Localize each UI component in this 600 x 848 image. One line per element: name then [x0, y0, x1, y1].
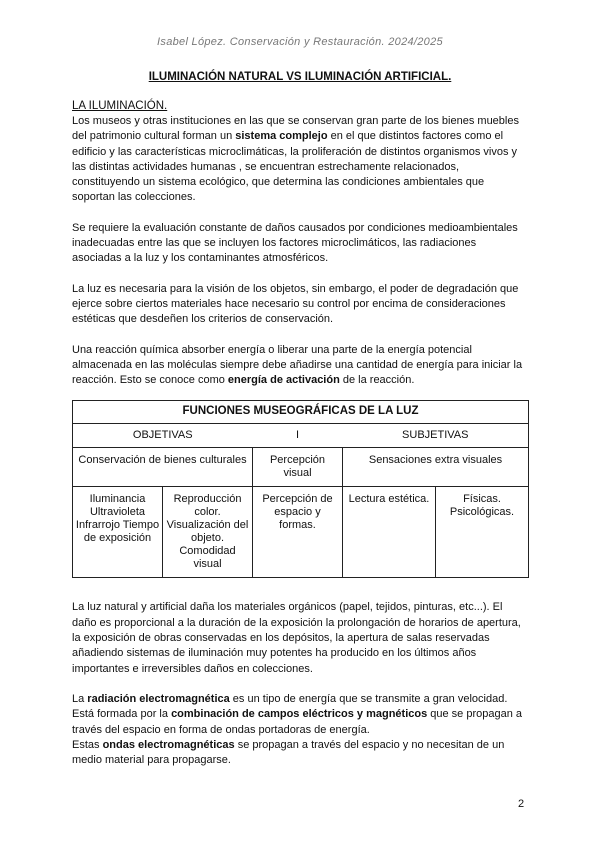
paragraph-6 [72, 692, 528, 738]
paragraph-1-bold: sistema complejo [235, 130, 328, 143]
table-cell-fisicas: Físicas. Psicológicas. [436, 487, 529, 578]
paragraph-7-text-a: Estas [72, 738, 103, 751]
paragraph-7-text-c: se propagan a través del espacio y no necesitan de un medio material para propagarse. [72, 738, 505, 767]
paragraph-4-bold: energía de activación [227, 374, 340, 387]
paragraph-4-text-a: Una reacción química absorber energía o liberar una parte de la energía potencial almacenada en las moléculas siempre debe añadirse una cantidad de energía para iniciar la reacción. Esto se conoce como [72, 343, 523, 387]
paragraph-4-text-c: de la reacción. [339, 374, 415, 387]
paragraph-2: Se requiere la evaluación constante de daños causados por condiciones medioambientales inadecuadas entre las que se incluyen los factores microclimáticos, las radiaciones asociadas a la luz y los contaminantes atmosféricos. [72, 221, 518, 265]
table-title: FUNCIONES MUSEOGRÁFICAS DE LA LUZ [73, 401, 529, 424]
table-cell-sensaciones: Sensaciones extra visuales [343, 448, 529, 487]
page-number: 2 [518, 798, 525, 810]
section-heading: LA ILUMINACIÓN. [72, 100, 168, 112]
table-header-subjetivas: SUBJETIVAS [343, 424, 529, 448]
document-body [72, 98, 528, 768]
paragraph-1-text-a: Los museos y otras instituciones en las que se conservan gran parte de los bienes muebles del patrimonio cultural forman un [72, 115, 519, 143]
paragraph-1 [72, 114, 528, 206]
table-cell-lectura: Lectura estética. [343, 487, 436, 578]
paragraph-6-text-c: es un tipo de energía que se transmite a gran velocidad. Está formada por la [72, 692, 508, 721]
museographic-functions-table [72, 400, 529, 578]
paragraph-6-bold-1: radiación electromagnética [87, 692, 230, 705]
table-cell-percepcion-visual: Percepción visual [253, 448, 343, 487]
paragraph-3: La luz es necesaria para la visión de los objetos, sin embargo, el poder de degradación que ejerce sobre ciertos materiales hace necesario su control por encima de consideraciones estéticas que desdeñen los criterios de conservación. [72, 282, 519, 326]
paragraph-1-text-c: en el que distintos factores como el edificio y las características microclimáticas, la proliferación de distintos organismos vivos y las distintas actividades humanas , se encuentran estrechamente relacionados, constituyendo un sistema ecológico, que determina las condiciones ambientales que soportan las colecciones. [72, 130, 518, 204]
paragraph-6-text-e: que se propagan a través del espacio en forma de ondas portadoras de energía. [72, 708, 523, 736]
page-header: Isabel López. Conservación y Restauración. 2024/2025 [157, 36, 443, 48]
table-cell-percepcion-espacio: Percepción de espacio y formas. [253, 487, 343, 578]
paragraph-7-bold: ondas electromagnéticas [102, 738, 235, 751]
paragraph-7 [72, 738, 528, 769]
paragraph-5: La luz natural y artificial daña los materiales orgánicos (papel, tejidos, pinturas, etc...). El daño es proporcional a la duración de la exposición la prolongación de horarios de apertura, la exposición de obras conservadas en los depósitos, la apertura de salas reservadas añadiendo sistemas de iluminación muy potentes ha producido en los últimos años importantes e irreversibles daños en colecciones. [72, 601, 521, 675]
paragraph-4 [72, 343, 528, 389]
table-cell-iluminancia: Iluminancia Ultravioleta Infrarrojo Tiempo de exposición [73, 487, 163, 578]
table-cell-conservacion: Conservación de bienes culturales [73, 448, 253, 487]
paragraph-6-text-a: La [72, 692, 88, 705]
document-title: ILUMINACIÓN NATURAL VS ILUMINACIÓN ARTIFICIAL. [148, 71, 452, 83]
table-cell-reproduccion: Reproducción color. Visualización del objeto. Comodidad visual [163, 487, 253, 578]
table-header-objetivas: OBJETIVAS [73, 424, 253, 448]
table-header-separator: I [253, 424, 343, 448]
paragraph-6-bold-2: combinación de campos eléctricos y magnéticos [171, 708, 428, 721]
